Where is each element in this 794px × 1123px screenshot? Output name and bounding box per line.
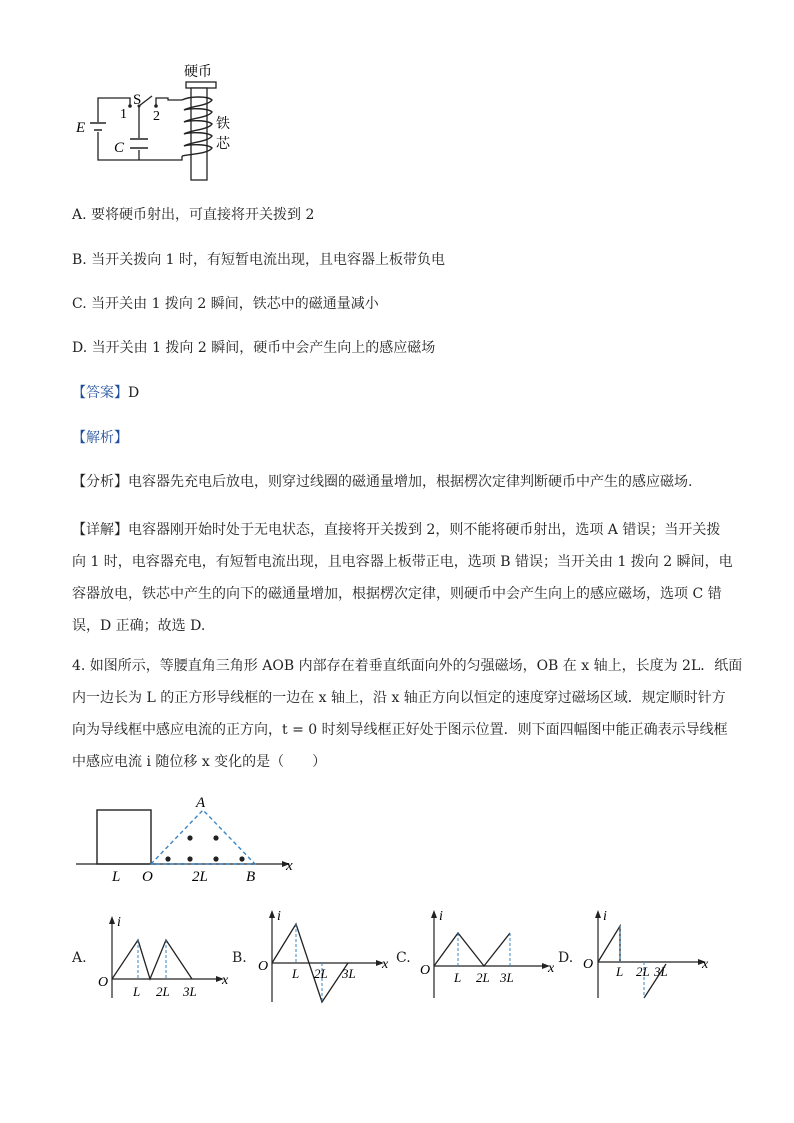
graph-b [252, 906, 392, 1006]
capacitor-label: C [114, 140, 125, 156]
graph-b-x-label: x [382, 957, 389, 972]
x-axis-label: x [286, 858, 293, 874]
switch-contact-2 [154, 104, 158, 108]
origin-label: O [142, 869, 153, 885]
core-label-1: 铁 [216, 116, 230, 132]
circuit-diagram [70, 60, 250, 190]
option-c: C. 当开关由 1 拨向 2 瞬间，铁芯中的磁通量减小 [72, 296, 379, 312]
graph-b-y-arrow [269, 910, 275, 918]
answer-value: D [128, 385, 140, 401]
q4-line-4: 中感应电流 i 随位移 x 变化的是（ ） [72, 754, 327, 770]
vertex-a-label: A [196, 795, 206, 811]
q4-line-1: 4. 如图所示，等腰直角三角形 AOB 内部存在着垂直纸面向外的匀强磁场，OB 在 x 轴上，长度为 2L．纸面 [72, 658, 743, 674]
answer [72, 383, 139, 403]
iron-core [191, 88, 207, 180]
graph-c-tick-3l: 3L [500, 970, 514, 985]
graph-d-option-label: D. [558, 950, 574, 966]
length-l-label: L [112, 869, 121, 885]
switch-label: S [133, 92, 142, 108]
graph-d [578, 906, 718, 1001]
option-a: A. 要将硬币射出，可直接将开关拨到 2 [72, 207, 315, 223]
graph-d-tick-2l: 2L [636, 964, 650, 979]
graph-c-tick-l: L [454, 970, 462, 985]
fenxi-label: 【分析】 [72, 474, 128, 490]
graph-a [92, 912, 232, 1002]
graph-c-x-label: x [548, 961, 555, 976]
graph-a-tick-3l: 3L [183, 984, 197, 999]
answer-label: 【答案】 [72, 385, 128, 401]
graph-a-tick-2l: 2L [156, 984, 170, 999]
xiangjie-line-1: 电容器刚开始时处于无电状态，直接将开关拨到 2，则不能将硬币射出，选项 A 错误；当开关拨 [128, 522, 721, 538]
analysis-fenxi [72, 472, 692, 492]
graph-b-tick-3l: 3L [342, 966, 356, 981]
graph-c-y-arrow [431, 910, 437, 918]
graph-d-curve-rise [598, 926, 620, 962]
coin-label: 硬币 [184, 64, 212, 80]
square-loop [97, 810, 151, 864]
core-label-2: 芯 [216, 136, 230, 152]
graph-b-tick-2l: 2L [314, 966, 328, 981]
graph-c [414, 906, 559, 1001]
field-dots [165, 835, 244, 861]
position-1-label: 1 [120, 107, 127, 122]
length-2l-label: 2L [192, 869, 208, 885]
option-b: B. 当开关拨向 1 时，有短暂电流出现，且电容器上板带负电 [72, 252, 445, 268]
xiangjie-line-2: 向 1 时，电容器充电，有短暂电流出现，且电容器上板带正电，选项 B 错误；当开关由 1 拨向 2 瞬间，电 [72, 554, 733, 570]
analysis-heading: 【解析】 [72, 430, 128, 446]
option-d: D. 当开关由 1 拨向 2 瞬间，硬币中会产生向上的感应磁场 [72, 340, 436, 356]
graph-b-i-label: i [277, 909, 281, 924]
graph-c-curve [434, 933, 510, 966]
position-2-label: 2 [153, 109, 160, 124]
q4-field-diagram [70, 792, 310, 892]
graph-b-tick-l: L [292, 966, 300, 981]
battery-label: E [76, 120, 86, 136]
xiangjie-line-3: 容器放电，铁芯中产生的向下的磁通量增加，根据楞次定律，则硬币中会产生向上的感应磁场，选项 C 错 [72, 586, 722, 602]
q4-line-2: 内一边长为 L 的正方形导线框的一边在 x 轴上，沿 x 轴正方向以恒定的速度穿过磁场区域．规定顺时针方 [72, 690, 726, 706]
graph-c-origin-label: O [420, 963, 431, 978]
graph-d-tick-3l: 3L [654, 964, 668, 979]
graph-b-option-label: B. [232, 950, 247, 966]
xiangjie-line-4: 误，D 正确；故选 D. [72, 618, 206, 634]
graph-d-origin-label: O [583, 957, 594, 972]
graph-a-x-label: x [222, 973, 229, 988]
capacitor [130, 139, 148, 148]
graph-c-tick-2l: 2L [476, 970, 490, 985]
q4-line-3: 向为导线框中感应电流的正方向，t = 0 时刻导线框正好处于图示位置．则下面四幅图中能正确表示导线框 [72, 722, 728, 738]
vertex-b-label: B [246, 869, 256, 885]
graph-d-tick-l: L [616, 964, 624, 979]
graph-b-origin-label: O [258, 959, 269, 974]
graph-a-tick-l: L [133, 984, 141, 999]
fenxi-text: 电容器先充电后放电，则穿过线圈的磁通量增加，根据楞次定律判断硬币中产生的感应磁场. [128, 474, 693, 490]
graph-d-y-arrow [595, 910, 601, 918]
graph-a-curve [112, 940, 192, 979]
coin [186, 82, 216, 88]
graph-d-i-label: i [603, 909, 607, 924]
graph-a-origin-label: O [98, 975, 109, 990]
graph-a-y-arrow [109, 916, 115, 924]
switch-contact-1 [128, 104, 132, 108]
analysis-xiangjie [72, 514, 732, 642]
graph-c-option-label: C. [396, 950, 411, 966]
graph-a-option-label: A. [72, 950, 87, 966]
battery [90, 123, 106, 130]
xiangjie-label: 【详解】 [72, 522, 128, 538]
graph-a-i-label: i [117, 915, 121, 930]
graph-d-x-label: x [702, 957, 709, 972]
question-4 [72, 650, 743, 778]
triangle-field-region [151, 810, 255, 864]
graph-c-i-label: i [439, 909, 443, 924]
